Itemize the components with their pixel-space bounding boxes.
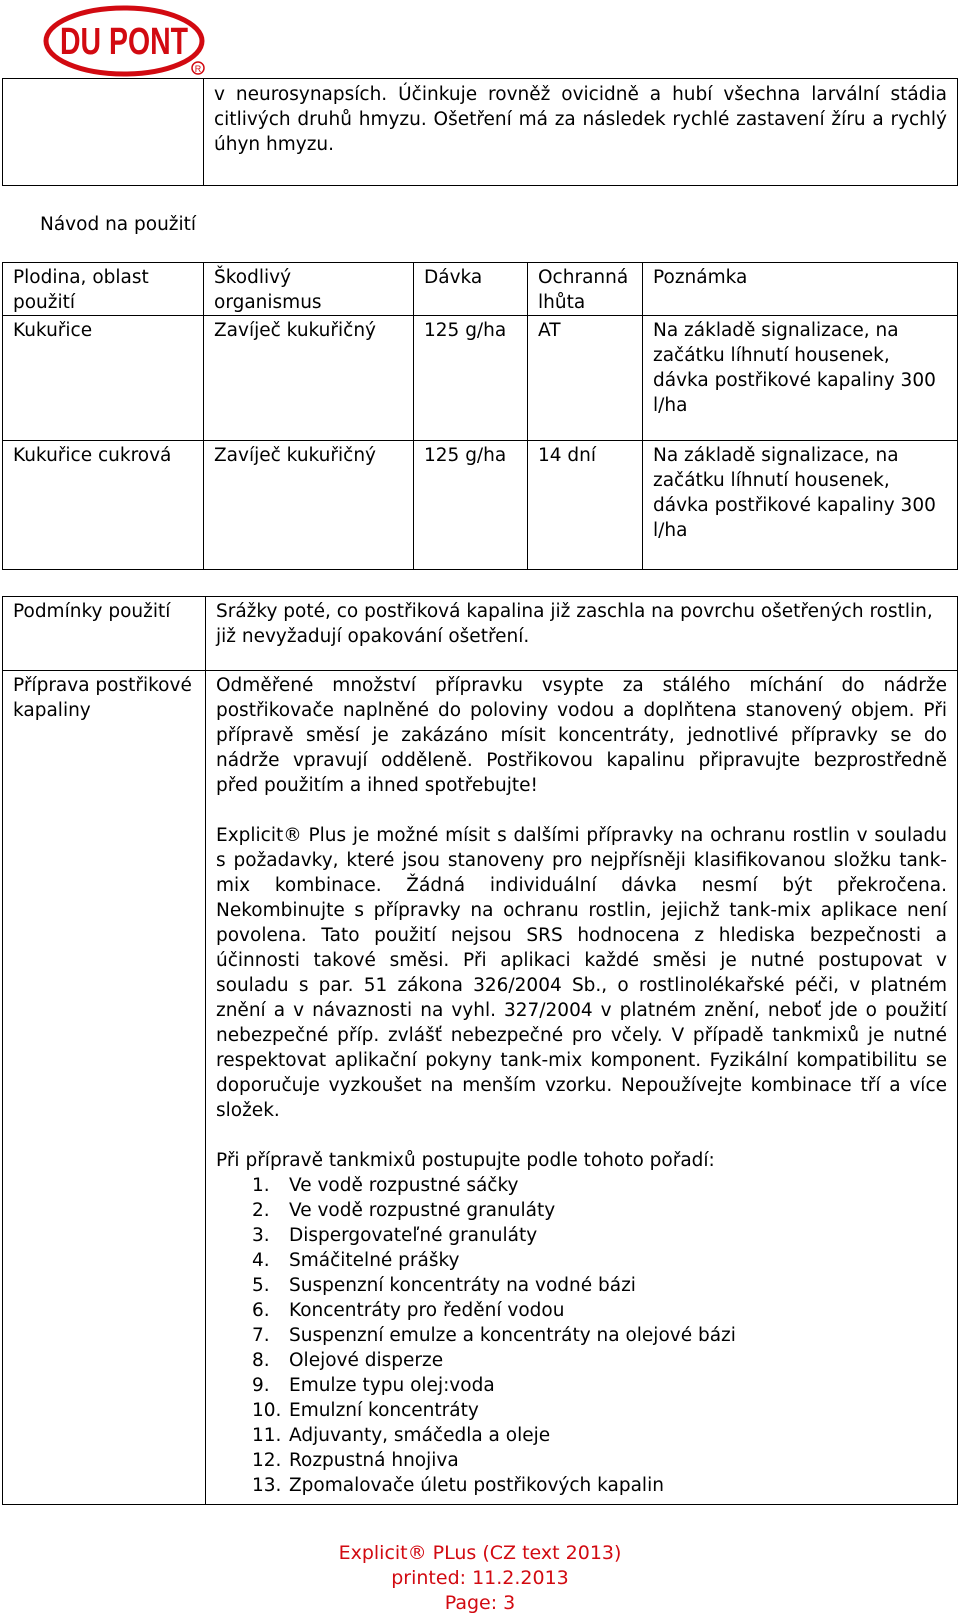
list-item-text: Emulze typu olej:voda [289, 1375, 495, 1396]
list-item-number: 8. [252, 1350, 270, 1371]
list-item-text: Koncentráty pro ředění vodou [289, 1300, 565, 1321]
header-note: Poznámka [643, 263, 958, 316]
row-crop: Kukuřice [3, 316, 204, 441]
table-row [3, 441, 958, 570]
list-item [252, 1223, 947, 1248]
list-item [252, 1348, 947, 1373]
list-item-number: 12. [252, 1450, 282, 1471]
conditions-text: Srážky poté, co postřiková kapalina již zaschla na povrchu ošetřených rostlin, již nevyžadují opakování ošetření. [206, 597, 958, 671]
list-item [252, 1248, 947, 1273]
section-title: Návod na použití [40, 214, 197, 235]
list-item-text: Zpomalovače úletu postřikových kapalin [289, 1475, 664, 1496]
list-item-text: Rozpustná hnojiva [289, 1450, 459, 1471]
list-item-text: Ve vodě rozpustné sáčky [289, 1175, 519, 1196]
list-item-text: Suspenzní emulze a koncentráty na olejové bázi [289, 1325, 736, 1346]
footer-page-number: Page: 3 [444, 1592, 516, 1614]
header-crop: Plodina, oblast použití [3, 263, 204, 316]
conditions-label: Podmínky použití [3, 597, 206, 671]
list-item-number: 10. [252, 1400, 282, 1421]
row-dose: 125 g/ha [414, 441, 528, 570]
list-item [252, 1323, 947, 1348]
header-protection-period: Ochranná lhůta [528, 263, 643, 316]
page-footer [0, 1541, 960, 1616]
list-item-text: Ve vodě rozpustné granuláty [289, 1200, 556, 1221]
list-item [252, 1373, 947, 1398]
intro-empty-cell [3, 79, 204, 186]
list-item-text: Adjuvanty, smáčedla a oleje [289, 1425, 551, 1446]
list-item [252, 1273, 947, 1298]
list-item [252, 1298, 947, 1323]
preparation-label: Příprava postřikové kapaliny [3, 671, 206, 1505]
intro-table [2, 78, 958, 186]
preparation-content [206, 671, 958, 1505]
list-item [252, 1448, 947, 1473]
list-item-text: Emulzní koncentráty [289, 1400, 479, 1421]
usage-table-header [3, 263, 958, 316]
list-item-number: 9. [252, 1375, 270, 1396]
preparation-paragraph-1: Odměřené množství přípravku vsypte za stálého míchání do nádrže postřikovače naplněné do poloviny vodou a doplňtena stanovený objem. Při přípravě směsí je zakázáno mísit koncentráty, jednotlivé přípravky se do nádrže vpravují odděleně. Postřikovou kapalinu připravujte bezprostředně před použitím a ihned spotřebujte! [216, 675, 947, 796]
dupont-logo [44, 4, 212, 78]
header-dose: Dávka [414, 263, 528, 316]
tankmix-order-list [216, 1173, 947, 1498]
list-item-text: Olejové disperze [289, 1350, 444, 1371]
list-item [252, 1198, 947, 1223]
list-item [252, 1398, 947, 1423]
list-item [252, 1173, 947, 1198]
logo-wordmark: DU PONT [60, 21, 188, 63]
list-item-text: Dispergovateľné granuláty [289, 1225, 538, 1246]
list-item-number: 4. [252, 1250, 270, 1271]
footer-printed-date: printed: 11.2.2013 [391, 1567, 569, 1589]
header-pest: Škodlivý organismus [204, 263, 414, 316]
list-item-number: 7. [252, 1325, 270, 1346]
list-item-number: 11. [252, 1425, 282, 1446]
preparation-row [3, 671, 958, 1505]
tankmix-list-intro: Při přípravě tankmixů postupujte podle tohoto pořadí: [216, 1150, 715, 1171]
row-pest: Zavíječ kukuřičný [204, 441, 414, 570]
list-item-number: 6. [252, 1300, 270, 1321]
footer-product: Explicit® PLus (CZ text 2013) [338, 1542, 622, 1564]
list-item [252, 1423, 947, 1448]
logo-registered-mark: R [194, 64, 202, 74]
row-note: Na základě signalizace, na začátku líhnutí housenek, dávka postřikové kapaliny 300 l/ha [643, 441, 958, 570]
row-note: Na základě signalizace, na začátku líhnutí housenek, dávka postřikové kapaliny 300 l/ha [643, 316, 958, 441]
row-pest: Zavíječ kukuřičný [204, 316, 414, 441]
list-item-text: Suspenzní koncentráty na vodné bázi [289, 1275, 636, 1296]
row-dose: 125 g/ha [414, 316, 528, 441]
usage-table [2, 262, 958, 570]
list-item-number: 1. [252, 1175, 270, 1196]
list-item-number: 2. [252, 1200, 270, 1221]
conditions-table [2, 596, 958, 1505]
row-protection-period: 14 dní [528, 441, 643, 570]
list-item [252, 1473, 947, 1498]
conditions-row [3, 597, 958, 671]
preparation-paragraph-2: Explicit® Plus je možné mísit s dalšími přípravky na ochranu rostlin v souladu s požadavky, které jsou stanoveny pro nejpřísněji klasifikovanou složku tank-mix kombinace. Žádná individuální dávka nesmí být překročena. Nekombinujte s přípravky na ochranu rostlin, jejichž tank-mix aplikace není povolena. Tato použití nejsou SRS hodnocena z hlediska bezpečnosti a účinnosti takové směsi. Při aplikaci každé směsi je nutné postupovat v souladu s par. 51 zákona 326/2004 Sb., o rostlinolékařské péči, v platném znění a v návaznosti na vyhl. 327/2004 v platném znění, neboť jde o použití nebezpečné příp. zvlášť nebezpečné pro včely. V případě tankmixů je nutné respektovat aplikační pokyny tank-mix komponent. Fyzikální kompatibilitu se doporučuje vyzkoušet na menším vzorku. Nepoužívejte kombinace tří a více složek. [216, 825, 947, 1121]
list-item-number: 5. [252, 1275, 270, 1296]
intro-text: v neurosynapsích. Účinkuje rovněž ovicidně a hubí všechna larvální stádia citlivých druhů hmyzu. Ošetření má za následek rychlé zastavení žíru a rychlý úhyn hmyzu. [214, 84, 947, 155]
list-item-text: Smáčitelné prášky [289, 1250, 460, 1271]
row-crop: Kukuřice cukrová [3, 441, 204, 570]
list-item-number: 3. [252, 1225, 270, 1246]
list-item-number: 13. [252, 1475, 282, 1496]
table-row [3, 316, 958, 441]
row-protection-period: AT [528, 316, 643, 441]
